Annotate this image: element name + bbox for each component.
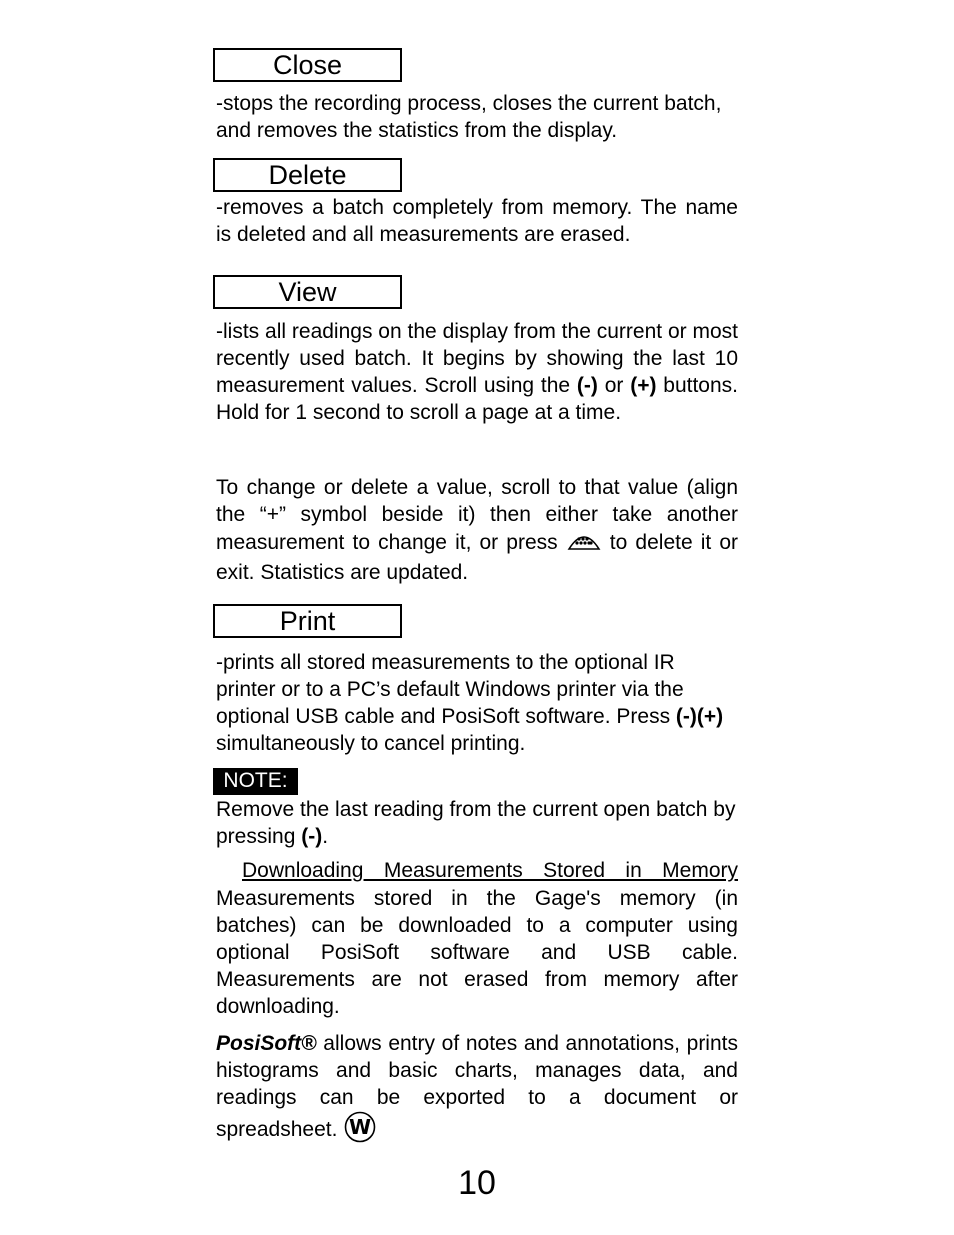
menu-key-icon xyxy=(566,528,602,559)
delete-label-box xyxy=(213,158,402,192)
page-number: 10 xyxy=(458,1164,496,1202)
minus-key: (-) xyxy=(576,374,598,397)
view-text-a: -lists all readings on the display from the current or most recently used batch. It begins by showing the last 10 measurement values. Scroll using the xyxy=(216,320,738,397)
plus-key: (+) xyxy=(630,374,657,397)
view-text-c: buttons. Hold for 1 second to scroll a page at a time. xyxy=(216,374,739,424)
print-description xyxy=(216,649,738,757)
close-description: -stops the recording process, closes the current batch, and removes the statistics from the display. xyxy=(216,92,722,142)
note-badge: NOTE: xyxy=(213,768,298,795)
close-label-box xyxy=(213,48,402,82)
print-text-a: -prints all stored measurements to the optional IR printer or to a PC’s default Windows printer via the optional USB cable and PosiSoft software. Press xyxy=(216,651,684,728)
download-heading: Downloading Measurements Stored in Memory xyxy=(242,859,738,882)
close-title: Close xyxy=(272,50,343,80)
view-title: View xyxy=(278,277,337,307)
delete-description: -removes a batch completely from memory. The name is deleted and all measurements are erased. xyxy=(216,196,738,246)
posisoft-name: PosiSoft® xyxy=(216,1032,317,1055)
download-text: Measurements stored in the Gage's memory (in batches) can be downloaded to a computer using optional PosiSoft software and USB cable. Measurements are not erased from memory after downloading. xyxy=(216,887,738,1018)
cancel-keys: (-)(+) xyxy=(675,705,724,728)
view-edit-paragraph xyxy=(216,474,738,586)
w-circle-icon xyxy=(343,1111,377,1150)
view-para2-a: To change or delete a value, scroll to that value (align the “+” symbol beside it) then either take another measurement to change it, or press xyxy=(216,476,738,555)
view-label-box xyxy=(213,275,402,309)
note-text xyxy=(216,796,738,850)
note-text-b: . xyxy=(322,825,329,848)
view-text-b: or xyxy=(597,374,631,397)
print-text-b: simultaneously to cancel printing. xyxy=(216,732,526,755)
view-para2-b: to delete it or exit. Statistics are updated. xyxy=(216,531,738,584)
w-icon-letter: W xyxy=(349,1115,372,1139)
note-text-a: Remove the last reading from the current open batch by pressing xyxy=(216,798,736,848)
note-key: (-) xyxy=(301,825,323,848)
posisoft-text: allows entry of notes and annotations, prints histograms and basic charts, manages data, and readings can be exported to a document or spreadsheet. xyxy=(216,1032,738,1142)
delete-title: Delete xyxy=(268,160,347,190)
print-title: Print xyxy=(279,606,336,636)
posisoft-paragraph xyxy=(216,1030,738,1150)
view-description xyxy=(216,318,738,426)
print-label-box xyxy=(213,604,402,638)
